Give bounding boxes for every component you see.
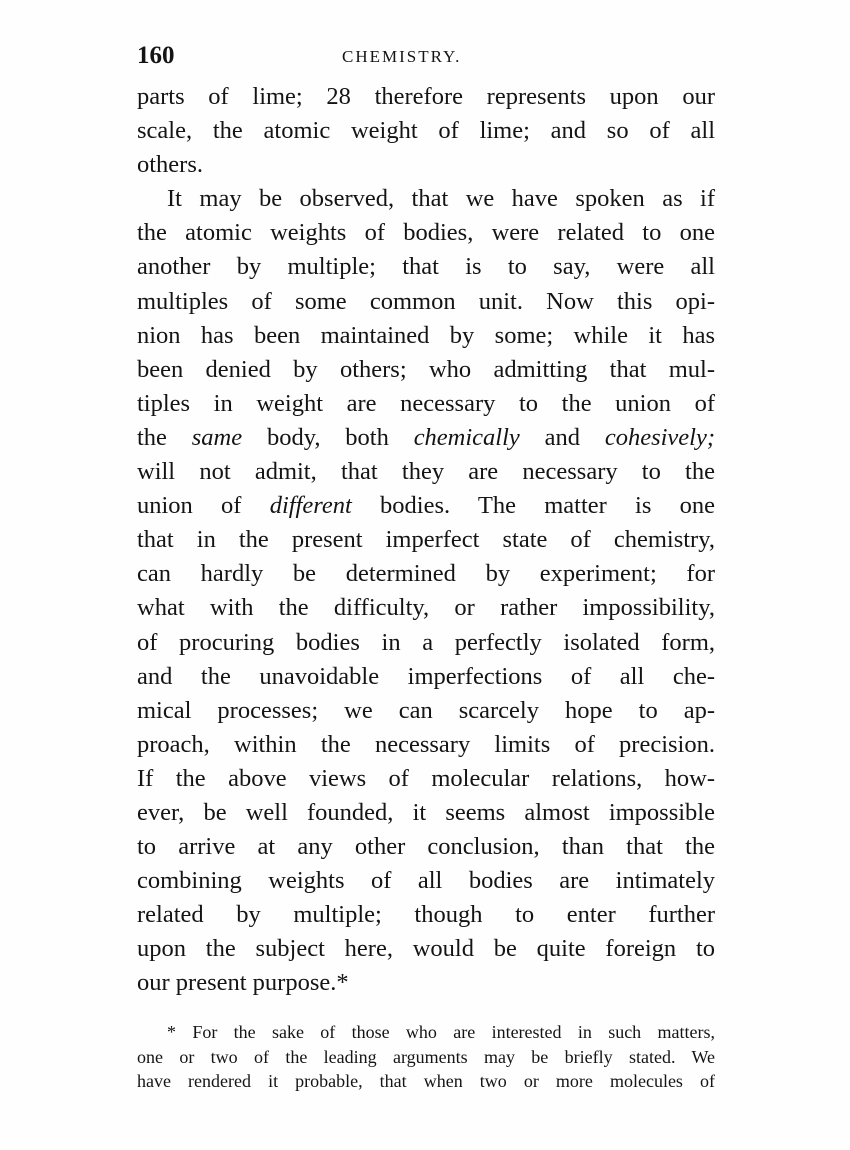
text-line: of procuring bodies in a perfectly isolated form, [137, 628, 715, 656]
footnote [137, 1020, 715, 1094]
text-line: If the above views of molecular relations, how- [137, 764, 715, 792]
text-line: related by multiple; though to enter further [137, 901, 715, 929]
paragraph-start-line: It may be observed, that we have spoken as if [167, 185, 715, 213]
running-title: CHEMISTRY. [342, 47, 462, 66]
text-line: what with the difficulty, or rather impossibility, [137, 594, 715, 622]
text-line: multiples of some common unit. Now this opi- [137, 287, 715, 315]
text-line: parts of lime; 28 therefore represents upon our [137, 83, 715, 110]
text-line: will not admit, that they are necessary to the [137, 458, 715, 486]
text-line: can hardly be determined by experiment; for [137, 560, 715, 588]
text-line: mical processes; we can scarcely hope to ap- [137, 696, 715, 724]
text-line: upon the subject here, would be quite foreign to [137, 935, 715, 963]
footnote-line: * For the sake of those who are interested in such matters, [167, 1022, 715, 1042]
text-line: been denied by others; who admitting that mul- [137, 355, 715, 383]
text-line: and the unavoidable imperfections of all che- [137, 662, 715, 690]
text-line: to arrive at any other conclusion, than that the [137, 833, 715, 861]
italic-word: chemically [413, 423, 520, 451]
text-line: the same body, both chemically and cohesively; [137, 423, 716, 451]
text-line: our present purpose.* [137, 969, 349, 997]
text-line: combining weights of all bodies are intimately [137, 867, 715, 895]
text-line: tiples in weight are necessary to the union of [137, 389, 715, 417]
footnote-line: one or two of the leading arguments may be briefly stated. We [137, 1046, 715, 1067]
text-line: another by multiple; that is to say, were all [137, 253, 715, 281]
text-line: the atomic weights of bodies, were related to one [137, 219, 715, 247]
text-line: proach, within the necessary limits of precision. [137, 730, 715, 758]
body-text [137, 80, 715, 1001]
italic-word: different [269, 492, 352, 520]
text-line: union of different bodies. The matter is one [137, 492, 715, 520]
text-line: others. [137, 151, 203, 179]
footnote-line: have rendered it probable, that when two or more molecules of [137, 1071, 715, 1091]
text-line: ever, be well founded, it seems almost impossible [137, 798, 715, 826]
text-line: that in the present imperfect state of chemistry, [137, 526, 715, 554]
text-line: nion has been maintained by some; while it has [137, 321, 715, 349]
text-line: scale, the atomic weight of lime; and so of all [137, 117, 715, 145]
page-number: 160 [137, 42, 175, 69]
page-header [137, 42, 717, 72]
italic-word: same [191, 423, 243, 451]
italic-word: cohesively; [604, 423, 716, 451]
